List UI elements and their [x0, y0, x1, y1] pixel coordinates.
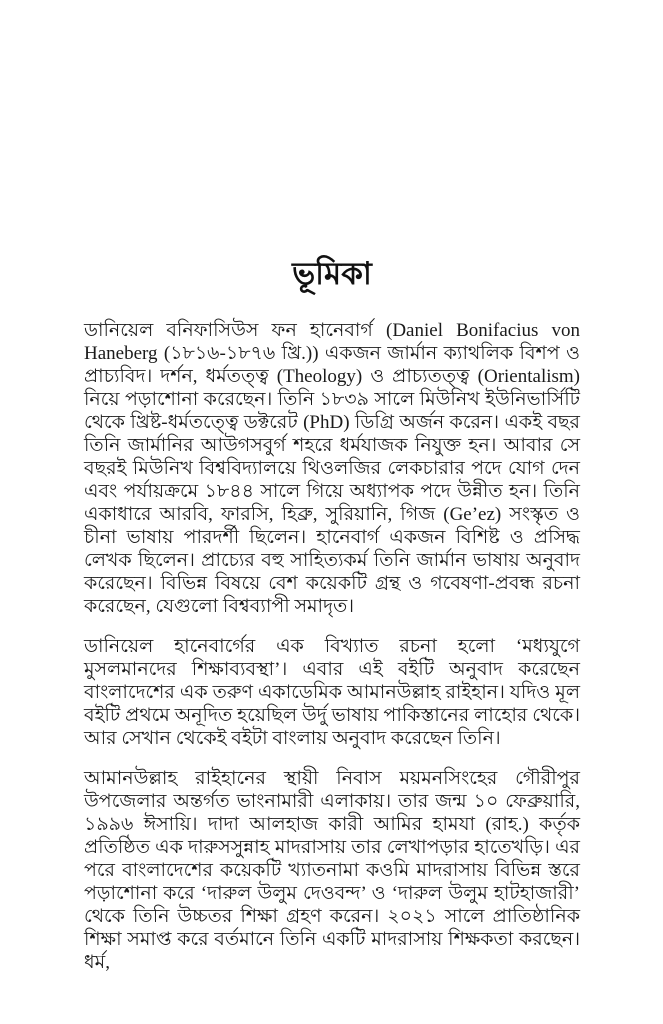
paragraph-book-translation: ডানিয়েল হানেবার্গের এক বিখ্যাত রচনা হলো ‘মধ্যযুগে মুসলমানদের শিক্ষাব্যবস্থা’। এবার এই বইটি অনুবাদ করেছেন বাংলাদেশের এক তরুণ একাডেমিক আমানউল্লাহ রাইহান। যদিও মূল বইটি প্রথমে অনূদিত হয়েছিল উর্দু ভাষায় পাকিস্তানের লাহোর থেকে। আর সেখান থেকেই বইটা বাংলায় অনুবাদ করেছেন তিনি।: [84, 636, 580, 749]
page-title: ভূমিকা: [292, 256, 372, 291]
paragraph-translator-bio: আমানউল্লাহ রাইহানের স্থায়ী নিবাস ময়মনসিংহের গৌরীপুর উপজেলার অন্তর্গত ভাংনামারী এলাকায়। তার জন্ম ১০ ফেব্রুয়ারি, ১৯৯৬ ঈসায়ি। দাদা আলহাজ কারী আমির হামযা (রাহ.) কর্তৃক প্রতিষ্ঠিত এক দারুসসুন্নাহ মাদরাসায় তার লেখাপড়ার হাতেখড়ি। এর পরে বাংলাদেশের কয়েকটি খ্যাতনামা কওমি মাদরাসায় বিভিন্ন স্তরে পড়াশোনা করে ‘দারুল উলুম দেওবন্দ’ ও ‘দারুল উলুম হাটহাজারী’ থেকে তিনি উচ্চতর শিক্ষা গ্রহণ করেন। ২০২১ সালে প্রাতিষ্ঠানিক শিক্ষা সমাপ্ত করে বর্তমানে তিনি একটি মাদরাসায় শিক্ষকতা করছেন। ধর্ম,: [84, 768, 580, 973]
page-body: [84, 319, 580, 974]
paragraph-haneberg-bio: ডানিয়েল বনিফাসিউস ফন হানেবার্গ (Daniel Bonifacius von Haneberg (১৮১৬-১৮৭৬ খ্রি.)) একজন জার্মান ক্যাথলিক বিশপ ও প্রাচ্যবিদ। দর্শন, ধর্মতত্ত্ব (Theology) ও প্রাচ্যতত্ত্ব (Orientalism) নিয়ে পড়াশোনা করেছেন। তিনি ১৮৩৯ সালে মিউনিখ ইউনিভার্সিটি থেকে খ্রিষ্ট-ধর্মতত্ত্বে ডক্টরেট (PhD) ডিগ্রি অর্জন করেন। একই বছর তিনি জার্মানির আউগসবুর্গ শহরে ধর্মযাজক নিযুক্ত হন। আবার সে বছরই মিউনিখ বিশ্ববিদ্যালয়ে থিওলজির লেকচারার পদে যোগ দেন এবং পর্যায়ক্রমে ১৮৪৪ সালে গিয়ে অধ্যাপক পদে উন্নীত হন। তিনি একাধারে আরবি, ফারসি, হিব্রু, সুরিয়ানি, গিজ (Ge’ez) সংস্কৃত ও চীনা ভাষায় পারদর্শী ছিলেন। হানেবার্গ একজন বিশিষ্ট ও প্রসিদ্ধ লেখক ছিলেন। প্রাচ্যের বহু সাহিত্যকর্ম তিনি জার্মান ভাষায় অনুবাদ করেছেন। বিভিন্ন বিষয়ে বেশ কয়েকটি গ্রন্থ ও গবেষণা-প্রবন্ধ রচনা করেছেন, যেগুলো বিশ্বব্যাপী সমাদৃত।: [84, 320, 580, 617]
